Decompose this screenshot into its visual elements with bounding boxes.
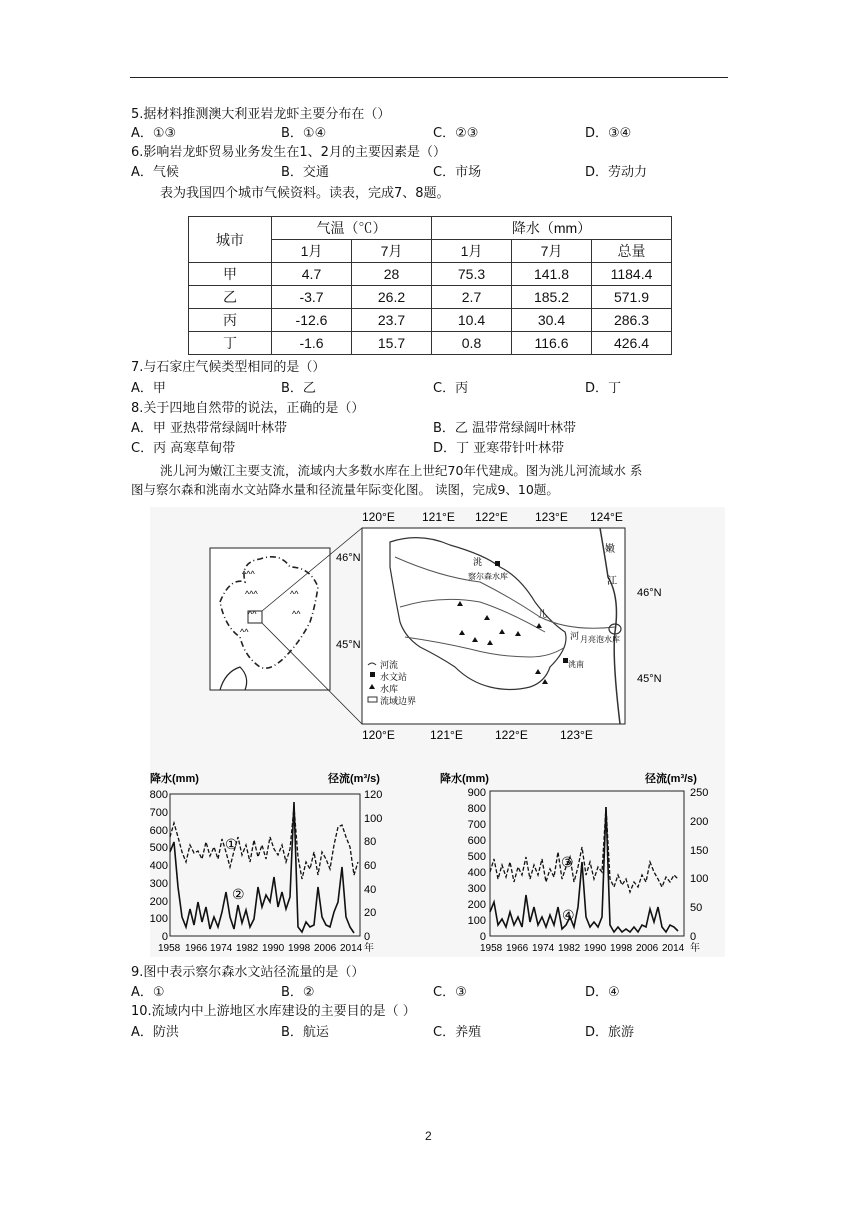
svg-text:^^: ^^: [292, 609, 301, 619]
label-yueliang: 月亮泡水库: [580, 635, 620, 644]
legend-river: 河流: [380, 660, 399, 670]
header-precip: 降水（mm）: [432, 217, 672, 240]
table-cell: 75.3: [432, 263, 512, 286]
lon-label-bottom: 123°E: [560, 728, 593, 742]
table-cell: 0.8: [432, 332, 512, 355]
x-tick: 1982: [558, 943, 581, 954]
table-cell: 丁: [189, 332, 272, 355]
q9-option-b[interactable]: B．②: [281, 985, 315, 1000]
q5-option-c[interactable]: C．②③: [433, 126, 479, 141]
q5-option-a[interactable]: A．①③: [131, 126, 177, 141]
lon-label-top: 122°E: [475, 510, 508, 524]
x-tick: 1958: [480, 943, 503, 954]
table-cell: 286.3: [592, 309, 672, 332]
y-tick: 100: [467, 915, 486, 927]
y-tick: 600: [150, 825, 168, 837]
table-cell: 116.6: [512, 332, 592, 355]
y-tick: 600: [467, 835, 486, 847]
table-cell: 28: [352, 263, 432, 286]
x-tick: 2006: [314, 943, 337, 954]
table-cell: -1.6: [272, 332, 352, 355]
q9-option-c[interactable]: C．③: [433, 985, 467, 1000]
q10-option-a[interactable]: A．防洪: [131, 1025, 179, 1040]
label-nen: 嫩: [605, 544, 615, 555]
table-cell: 30.4: [512, 309, 592, 332]
r-tick: 0: [690, 931, 697, 943]
label-chaersen: 察尔森水库: [468, 572, 508, 581]
table-cell: 10.4: [432, 309, 512, 332]
q9-option-a[interactable]: A．①: [131, 985, 165, 1000]
table-cell: 571.9: [592, 286, 672, 309]
q8-option-d[interactable]: D．丁 亚寒带针叶林带: [433, 441, 565, 456]
sub-header: 7月: [512, 240, 592, 263]
svg-text:^^: ^^: [240, 627, 249, 637]
q9-option-d[interactable]: D．④: [585, 985, 620, 1000]
q10-option-b[interactable]: B．航运: [281, 1025, 329, 1040]
q7-stem: 7.与石家庄气候类型相同的是（）: [131, 360, 326, 375]
label-tao: 洮: [473, 557, 483, 567]
sub-header: 7月: [352, 240, 432, 263]
label-taonan: 洮南: [568, 660, 584, 669]
table-cell: 26.2: [352, 286, 432, 309]
y-tick: 500: [467, 851, 486, 863]
table-cell: 丙: [189, 309, 272, 332]
r-tick: 120: [364, 789, 383, 801]
q10-option-d[interactable]: D．旅游: [585, 1025, 635, 1040]
x-tick: 1990: [262, 943, 285, 954]
series-2-line: [170, 802, 354, 933]
marker-3: ③: [561, 854, 574, 870]
intro-9-10-line1: 洮儿河为嫩江主要支流，流域内大多数水库在上世纪70年代建成。图为洮儿河流域水 系: [160, 463, 643, 478]
r-tick: 250: [690, 787, 709, 799]
chart-right: [440, 771, 708, 954]
legend-reservoir: 水库: [380, 684, 399, 694]
y-tick: 800: [150, 789, 168, 801]
y-tick: 100: [150, 913, 168, 925]
q5-stem: 5.据材料推测澳大利亚岩龙虾主要分布在（）: [131, 107, 391, 122]
table-row: [189, 286, 672, 309]
q6-stem: 6.影响岩龙虾贸易业务发生在1、2月的主要因素是（）: [131, 145, 446, 160]
legend-station: 水文站: [380, 672, 408, 682]
header-city: 城市: [189, 217, 272, 263]
q10-option-c[interactable]: C．养殖: [433, 1025, 482, 1040]
header-rule: [130, 77, 728, 78]
x-tick: 1966: [506, 943, 529, 954]
y-tick: 700: [150, 807, 168, 819]
x-tick: 1958: [158, 943, 181, 954]
marker-1: ①: [225, 836, 238, 852]
table-cell: 426.4: [592, 332, 672, 355]
table-cell: 185.2: [512, 286, 592, 309]
marker-4: ④: [562, 907, 575, 923]
y-tick: 800: [467, 803, 486, 815]
table-cell: 4.7: [272, 263, 352, 286]
y-tick: 200: [467, 899, 486, 911]
table-cell: 1184.4: [592, 263, 672, 286]
q5-option-d[interactable]: D．③④: [585, 126, 632, 141]
svg-text:^^: ^^: [290, 589, 299, 599]
q8-option-c[interactable]: C．丙 高寒草甸带: [131, 441, 236, 456]
r-tick: 60: [364, 860, 377, 872]
x-tick: 2014: [340, 943, 363, 954]
svg-text:^^: ^^: [248, 609, 257, 619]
table-row: [189, 332, 672, 355]
y-tick: 0: [161, 931, 168, 943]
figure-panel: [150, 507, 725, 957]
y-tick: 500: [150, 842, 168, 854]
x-tick: 2006: [636, 943, 659, 954]
q6-option-c[interactable]: C．市场: [433, 165, 482, 180]
y-tick: 700: [467, 819, 486, 831]
q8-option-a[interactable]: A．甲 亚热带常绿阔叶林带: [131, 421, 288, 436]
y-tick: 300: [467, 883, 486, 895]
q6-option-b[interactable]: B．交通: [281, 165, 329, 180]
lat-label-right: 46°N: [637, 587, 662, 599]
climate-table: [188, 216, 672, 355]
legend-boundary: 流域边界: [380, 696, 417, 706]
x-tick: 1974: [532, 943, 555, 954]
q8-option-b[interactable]: B．乙 温带常绿阔叶林带: [433, 421, 577, 436]
table-cell: 2.7: [432, 286, 512, 309]
right-chart-rlabel: 径流(m³/s): [645, 773, 697, 785]
x-tick: 1990: [584, 943, 607, 954]
label-jiang: 江: [607, 576, 617, 587]
series-1-line: [170, 807, 358, 879]
x-axis-year: 年: [690, 943, 700, 954]
intro-9-10-line2: 图与察尔森和洮南水文站降水量和径流量年际变化图。 读图，完成9、10题。: [131, 482, 559, 497]
q5-option-b[interactable]: B．①④: [281, 126, 327, 141]
svg-text:^^^: ^^^: [245, 589, 258, 599]
sub-header: 总量: [592, 240, 672, 263]
table-row: [189, 309, 672, 332]
x-tick: 1998: [288, 943, 311, 954]
y-tick: 900: [467, 787, 486, 799]
left-chart-rlabel: 径流(m³/s): [328, 773, 380, 785]
r-tick: 100: [690, 873, 709, 885]
lon-label-bottom: 122°E: [495, 728, 528, 742]
q7-option-b[interactable]: B．乙: [281, 381, 316, 396]
q8-stem: 8.关于四地自然带的说法，正确的是（）: [131, 401, 365, 416]
r-tick: 50: [690, 902, 703, 914]
figure-svg: [150, 507, 725, 957]
right-chart-ylabel: 降水(mm): [440, 773, 489, 785]
r-tick: 40: [364, 884, 377, 896]
x-tick: 1974: [210, 943, 233, 954]
table-cell: 23.7: [352, 309, 432, 332]
left-chart-ylabel: 降水(mm): [150, 773, 199, 785]
x-tick: 1982: [236, 943, 259, 954]
table-cell: 15.7: [352, 332, 432, 355]
marker-2: ②: [232, 886, 245, 902]
table-cell: -12.6: [272, 309, 352, 332]
x-tick: 2014: [662, 943, 685, 954]
page-number: 2: [425, 1129, 432, 1143]
label-er: 儿: [538, 609, 548, 619]
lon-label-bottom: 120°E: [362, 728, 395, 742]
main-map: [336, 510, 662, 742]
table-cell: 乙: [189, 286, 272, 309]
y-tick: 300: [150, 878, 168, 890]
r-tick: 80: [364, 836, 377, 848]
q6-option-d[interactable]: D．劳动力: [585, 165, 648, 180]
q9-stem: 9.图中表示察尔森水文站径流量的是（）: [131, 965, 365, 980]
r-tick: 150: [690, 845, 709, 857]
lon-label-top: 123°E: [535, 510, 568, 524]
q7-option-c[interactable]: C．丙: [433, 381, 469, 396]
lat-label-left: 46°N: [336, 552, 361, 564]
r-tick: 100: [364, 813, 383, 825]
q6-option-a[interactable]: A．气候: [131, 165, 179, 180]
table-cell: 甲: [189, 263, 272, 286]
lon-label-top: 121°E: [422, 510, 455, 524]
header-temp: 气温（℃）: [272, 217, 432, 240]
intro-7-8: 表为我国四个城市气候资料。读表，完成7、8题。: [160, 186, 450, 201]
x-axis-year: 年: [364, 943, 374, 954]
hydro-station-chaersen: [495, 561, 500, 566]
q10-stem: 10.流域内中上游地区水库建设的主要目的是（ ）: [131, 1004, 416, 1019]
q7-option-d[interactable]: D．丁: [585, 381, 622, 396]
sub-header: 1月: [432, 240, 512, 263]
lon-label-bottom: 121°E: [430, 728, 463, 742]
table-cell: 141.8: [512, 263, 592, 286]
label-he: 河: [570, 631, 580, 641]
x-tick: 1998: [610, 943, 633, 954]
q7-option-a[interactable]: A．甲: [131, 381, 166, 396]
table-cell: -3.7: [272, 286, 352, 309]
r-tick: 20: [364, 907, 377, 919]
table-row: [189, 263, 672, 286]
svg-text:^^^: ^^^: [242, 569, 255, 579]
lat-label-left: 45°N: [336, 639, 361, 651]
lat-label-right: 45°N: [637, 673, 662, 685]
y-tick: 400: [467, 867, 486, 879]
y-tick: 0: [479, 931, 486, 943]
y-tick: 400: [150, 860, 168, 872]
chart-left: [150, 771, 382, 954]
x-tick: 1966: [185, 943, 208, 954]
series-4-line: [490, 807, 678, 932]
sub-header: 1月: [272, 240, 352, 263]
y-tick: 200: [150, 896, 168, 908]
r-tick: 200: [690, 816, 709, 828]
lon-label-top: 120°E: [362, 510, 395, 524]
r-tick: 0: [364, 931, 371, 943]
lon-label-top: 124°E: [590, 510, 623, 524]
